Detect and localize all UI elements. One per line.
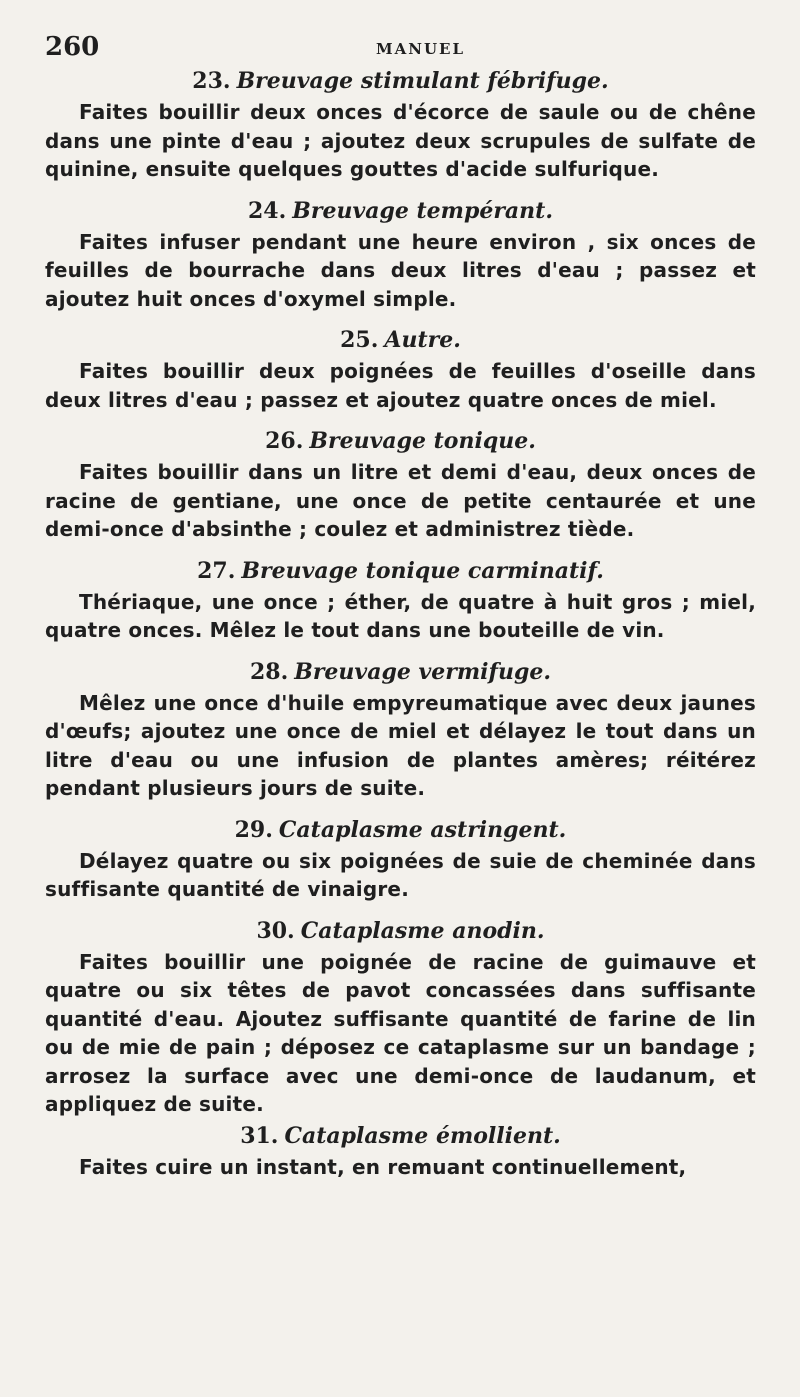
recipe-number: 24. <box>247 197 287 224</box>
recipe-text: Mêlez une once d'huile empyreumatique avec deux jaunes d'œufs; ajoutez une once de miel et délayez le tout dans un litre d'eau ou une infusion de plantes amères; réitérez pendant plusieurs jours de suite. <box>45 690 756 800</box>
recipe-name: Breuvage tempérant. <box>292 197 553 224</box>
recipe-number: 28. <box>249 658 289 685</box>
recipe-name: Cataplasme anodin. <box>300 917 545 944</box>
recipe-number: 31. <box>240 1122 279 1149</box>
recipe-23 <box>45 64 756 184</box>
recipe-text: Faites bouillir dans un litre et demi d'eau, deux onces de racine de gentiane, une once de petite centaurée et une demi-once d'absinthe ; coulez et administrez tiède. <box>45 460 756 541</box>
recipe-title <box>45 655 756 689</box>
page-header <box>45 30 756 64</box>
recipe-name: Cataplasme émollient. <box>284 1122 561 1149</box>
recipe-text: Faites infuser pendant une heure environ , six onces de feuilles de bourrache dans deux litres d'eau ; passez et ajoutez huit onces d'oxymel simple. <box>45 229 756 311</box>
recipe-number: 27. <box>197 557 236 584</box>
recipe-24 <box>45 194 756 314</box>
recipe-title <box>45 424 756 458</box>
recipe-name: Breuvage tonique. <box>309 428 536 454</box>
recipe-title <box>45 554 756 588</box>
recipe-30 <box>45 914 756 1119</box>
running-head: MANUEL <box>375 40 465 58</box>
recipe-title <box>45 194 756 228</box>
recipe-name: Breuvage tonique carminatif. <box>241 557 604 584</box>
recipe-title <box>45 1119 756 1153</box>
recipe-text: Délayez quatre ou six poignées de suie de cheminée dans suffisante quantité de vinaigre. <box>45 848 756 901</box>
recipe-text: Faites bouillir deux onces d'écorce de saule ou de chêne dans une pinte d'eau ; ajoutez deux scrupules de sulfate de quinine, ensuite quelques gouttes d'acide sulfurique. <box>45 100 756 181</box>
recipe-text: Faites bouillir une poignée de racine de guimauve et quatre ou six têtes de pavot concassées dans suffisante quantité d'eau. Ajoutez suffisante quantité de farine de lin ou de mie de pain ; déposez ce cataplasme sur un bandage ; arrosez la surface avec une demi-once de laudanum, et appliquez de suite. <box>45 949 756 1116</box>
recipe-29 <box>45 813 756 904</box>
recipe-title <box>45 813 756 847</box>
recipe-name: Breuvage vermifuge. <box>294 658 552 685</box>
recipe-31 <box>45 1119 756 1182</box>
recipe-title <box>45 323 756 357</box>
recipe-25 <box>45 323 756 414</box>
recipe-28 <box>45 655 756 803</box>
recipe-number: 26. <box>265 428 304 454</box>
recipe-text: Faites bouillir deux poignées de feuilles d'oseille dans deux litres d'eau ; passez et ajoutez quatre onces de miel. <box>45 359 756 412</box>
recipe-number: 25. <box>340 327 379 353</box>
recipe-name: Cataplasme astringent. <box>278 816 567 843</box>
recipe-number: 29. <box>234 816 273 843</box>
recipe-title <box>45 64 756 98</box>
recipe-text: Faites cuire un instant, en remuant continuellement, <box>79 1154 687 1179</box>
recipe-27 <box>45 554 756 645</box>
recipe-name: Breuvage stimulant fébrifuge. <box>236 68 609 94</box>
recipe-number: 30. <box>256 917 295 944</box>
recipe-number: 23. <box>192 68 231 94</box>
recipe-26 <box>45 424 756 544</box>
recipe-text: Thériaque, une once ; éther, de quatre à huit gros ; miel, quatre onces. Mêlez le tout dans une bouteille de vin. <box>45 589 756 642</box>
page-number: 260 <box>45 32 100 62</box>
recipe-title <box>45 914 756 948</box>
recipe-name: Autre. <box>384 327 461 353</box>
